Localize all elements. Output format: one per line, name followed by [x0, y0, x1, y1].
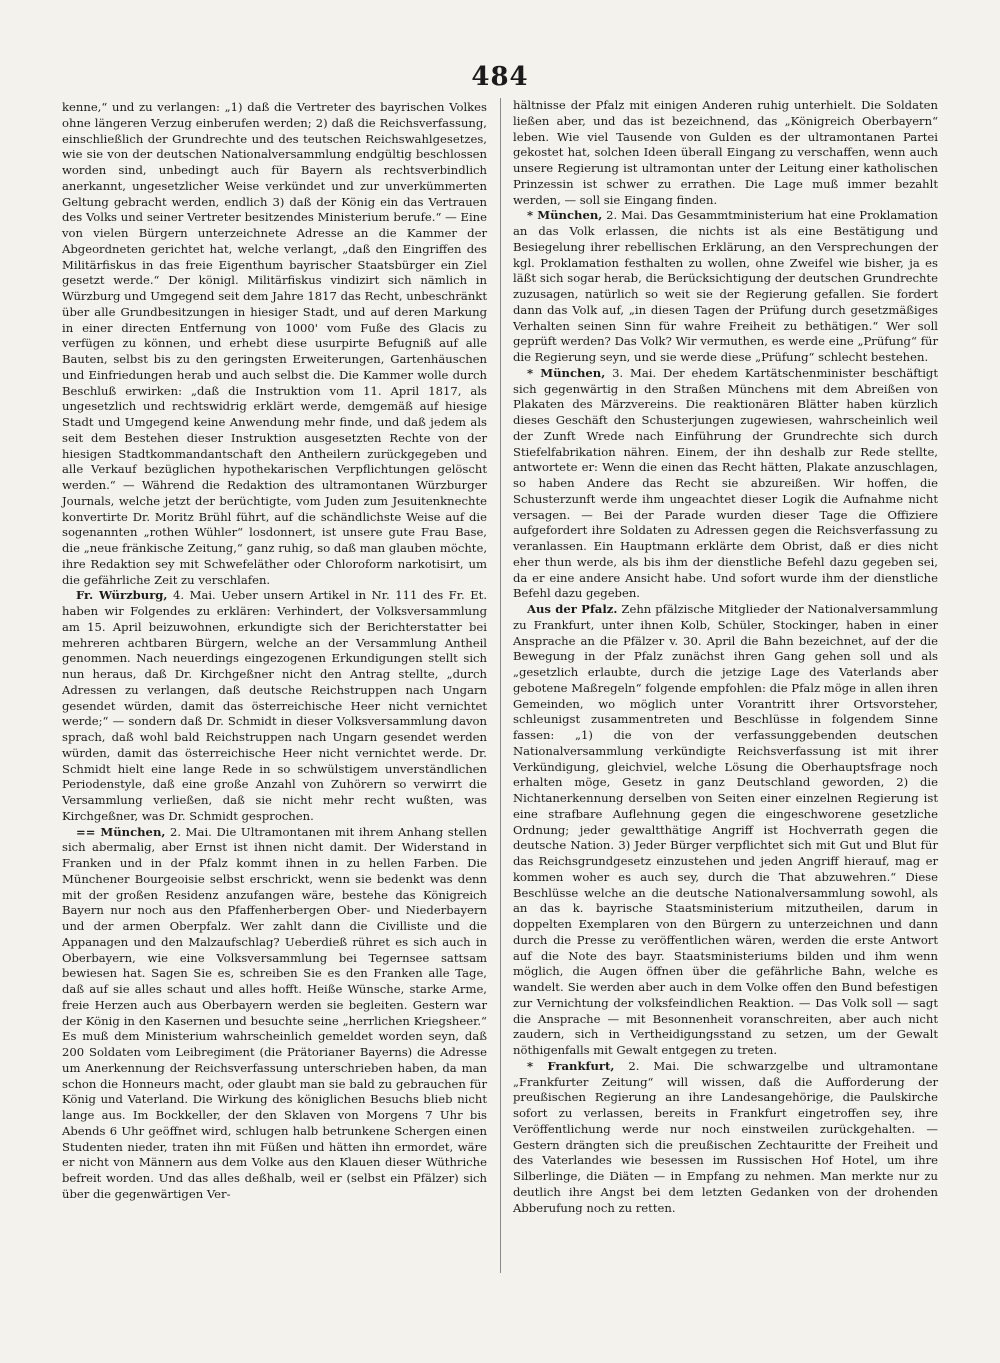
dateline: Fr. Würzburg,	[76, 588, 168, 603]
paragraph-text: hältnisse der Pfalz mit einigen Anderen ruhig unterhielt. Die Soldaten ließen aber, und das ist bezeichnend, das „Königreich Oberbayern“ leben. Wie viel Tausende von Gulden es der ultramontanen Partei gekostet hat, solchen Ideen überall Eingang zu verschaffen, wenn auch unsere Regierung ist ultramontan unter der Leitung einer katholischen Prinzessin ist schwer zu errathen. Die Lage muß immer bezahlt werden, — soll sie Eingang finden.	[513, 98, 938, 207]
paragraph-text: Zehn pfälzische Mitglieder der Nationalversammlung zu Frankfurt, unter ihnen Kolb, Schüler, Stockinger, haben in einer Ansprache an die Pfälzer v. 30. April die Bahn bezeichnet, auf der die Bewegung in der Pfalz zunächst ihren Gang gehen soll und als „gesetzlich erlaubte, durch die jetzige Lage des Vaterlands aber gebotene Maßregeln“ folgende empfohlen: die Pfalz möge in allen ihren Gemeinden, wo möglich unter Vorantritt ihrer Ortsvorsteher, schleunigst zusammentreten und Beschlüsse in folgendem Sinne fassen: „1) die von der verfassunggebenden deutschen Nationalversammlung verkündigte Reichsverfassung ist mit ihrer Verkündigung, gleichviel, welche Lösung die Oberhauptsfrage noch erhalten möge, Gesetz in ganz Deutschland geworden, 2) die Nichtanerkennung derselben von Seiten einer einzelnen Regierung ist eine strafbare Auflehnung gegen die eingeschworene gesetzliche Ordnung; jeder gewaltthätige Angriff ist Hochverrath gegen die deutsche Nation. 3) Jeder Bürger verpflichtet sich mit Gut und Blut für das Reichsgrundgesetz einzustehen und jeden Angriff hierauf, mag er kommen woher es auch sey, durch die That abzuwehren.“ Diese Beschlüsse welche an die deutsche Nationalversammlung sowohl, als an das k. bayrische Staatsministerium mitzutheilen, darum in doppelten Exemplaren von den Bürgern zu unterzeichnen und dann durch die Presse zu veröffentlichen wären, werden die erste Antwort auf die Note des bayr. Staatsministeriums bilden und ihm wenn möglich, die Augen öffnen über die gefährliche Bahn, welche es wandelt. Sie werden aber auch in dem Volke offen den Bund befestigen zur Vernichtung der volksfeindlichen Reaktion. — Das Volk soll — sagt die Ansprache — mit Besonnenheit voranschreiten, aber auch nicht zaudern, sich in Vertheidigungsstand zu setzen, um der Gewalt nöthigenfalls mit Gewalt entgegen zu treten.	[513, 602, 939, 1057]
paragraph-text: 4. Mai. Ueber unsern Artikel in Nr. 111 des Fr. Et. haben wir Folgendes zu erklären: Verhindert, der Volksversammlung am 15. April beizuwohnen, erkundigte sich der Berichterstatter bei mehreren achtbaren Bürgern, welche an der Versammlung Antheil genommen. Nach neuerdings eingezogenen Erkundigungen stellt sich nun heraus, daß Dr. Kirchgeßner nicht den Antrag stellte, „durch Adressen zu verlangen, daß deutsche Reichstruppen nach Ungarn gesendet würden, damit das österreichische Heer nicht vernichtet werde;“ — sondern daß Dr. Schmidt in dieser Volksversammlung davon sprach, daß wohl bald Reichstruppen nach Ungarn gesendet werden würden, damit das österreichische Heer nicht vernichtet werde. Dr. Schmidt hielt eine lange Rede in so schwülstigem unverständlichen Periodenstyle, daß eine große Anzahl von Zuhörern so verwirrt die Versammlung verließen, daß sie nicht mehr recht wußten, was Kirchgeßner, was Dr. Schmidt gesprochen.	[62, 588, 487, 823]
article-paragraph	[513, 602, 938, 1059]
paragraph-text: 2. Mai. Die Ultramontanen mit ihrem Anhang stellen sich abermalig, aber Ernst ist ihnen nicht damit. Der Widerstand in Franken und in der Pfalz kommt ihnen in zu hellen Farben. Die Münchener Bourgeoisie selbst erschrickt, wenn sie bedenkt was denn mit der großen Residenz anzufangen wäre, bestehe das Königreich Bayern nur noch aus den Pfaffenherbergen Ober- und Niederbayern und der armen Oberpfalz. Wer zahlt dann die Civilliste und die Appanagen und den Malzaufschlag? Ueberdieß rühret es sich auch in Oberbayern, wie eine Volksversammlung bei Tegernsee sattsam bewiesen hat. Sagen Sie es, schreiben Sie es den Franken alle Tage, daß auf sie alles schaut und alles hofft. Heiße Wünsche, starke Arme, freie Herzen auch aus Oberbayern werden sie begleiten. Gestern war der König in den Kasernen und besuchte seine „herrlichen Kriegsheer.“ Es muß dem Ministerium wahrscheinlich gemeldet worden seyn, daß 200 Soldaten vom Leibregiment (die Prätorianer Bayerns) die Adresse um Anerkennung der Reichsverfassung unterschrieben haben, da man schon die Honneurs macht, oder glaubt man sie bald zu gebrauchen für König und Vaterland. Die Wirkung des königlichen Besuchs blieb nicht lange aus. Im Bockkeller, der den Sklaven von Morgens 7 Uhr bis Abends 6 Uhr geöffnet wird, schlugen halb betrunkene Schergen einen Studenten nieder, traten ihn mit Füßen und hätten ihn ermordet, wäre er nicht von Männern aus dem Volke aus den Klauen dieser Wüthriche befreit worden. Und das alles deßhalb, weil er (selbst ein Pfälzer) sich über die gegenwärtigen Ver-	[62, 824, 487, 1201]
column-divider	[500, 98, 501, 1273]
article-paragraph	[62, 100, 487, 588]
dateline: == München,	[76, 824, 166, 839]
dateline: * Frankfurt,	[527, 1058, 615, 1073]
article-paragraph	[62, 825, 487, 1203]
paragraph-text: 3. Mai. Der ehedem Kartätschenminister beschäftigt sich gegenwärtig in den Straßen Münchens mit dem Abreißen von Plakaten des Märzvereins. Die reaktionären Blätter haben kürzlich dieses Geschäft den Schusterjungen zugewiesen, wahrscheinlich weil der Zunft Wrede nach Einführung der Grundrechte sich durch Stiefelfabrikation nähren. Einem, der ihn deshalb zur Rede stellte, antwortete er: Wenn die einen das Recht hätten, Plakate anzuschlagen, so haben Andere das Recht sie abzureißen. Wir hoffen, die Schusterzunft werde ihm ungeachtet dieser Logik die Aufnahme nicht versagen. — Bei der Parade wurden dieser Tage die Offiziere aufgefordert ihre Soldaten zu Adressen gegen die Reichsverfassung zu veranlassen. Ein Hauptmann erklärte dem Obrist, daß er dies nicht eher thun werde, als bis ihm der dienstliche Befehl dazu gegeben sei, da er eine andere Ansicht habe. Und sofort wurde ihm der dienstliche Befehl dazu gegeben.	[513, 365, 939, 601]
paragraph-text: kenne,“ und zu verlangen: „1) daß die Vertreter des bayrischen Volkes ohne längeren Verzug einberufen werden; 2) daß die Reichsverfassung, einschließlich der Grundrechte und des teutschen Reichswahlgesetzes, wie sie von der deutschen Nationalversammlung endgültig beschlossen worden sind, unbedingt auch für Bayern als rechtsverbindlich anerkannt, ungesetzlicher Weise verkündet und zur unverkümmerten Geltung gebracht werden, endlich 3) daß der König ein das Vertrauen des Volks und seiner Vertreter besitzendes Ministerium berufe.“ — Eine von vielen Bürgern unterzeichnete Adresse an die Kammer der Abgeordneten gerichtet hat, welche verlangt, „daß den Eingriffen des Militärfiskus in das freie Eigenthum bayrischer Staatsbürger ein Ziel gesetzt werde.“ Der königl. Militärfiskus vindizirt sich nämlich in Würzburg und Umgegend seit dem Jahre 1817 das Recht, unbeschränkt über alle Grundbesitzungen in hiesiger Stadt, und auf deren Markung in einer directen Entfernung von 1000' vom Fuße des Glacis zu verfügen zu können, und erhebt diese usurpirte Befugniß auf alle Bauten, selbst bis zu den geringsten Erweiterungen, Gartenhäuschen und Einfriedungen herab und auch selbst die. Die Kammer wolle durch Beschluß erwirken: „daß die Instruktion vom 11. April 1817, als ungesetzlich und rechtswidrig erklärt werde, demgemäß auf hiesige Stadt und Umgegend keine Anwendung mehr finde, und daß jedem als seit dem Bestehen dieser Instruktion ausgesetzten Rechte von der hiesigen Stadtkommandantschaft den Antheilern zurückgegeben und alle Verkauf bezüglichen hypothekarischen Verpflichtungen gelöscht werden.“ — Während die Redaktion des ultramontanen Würzburger Journals, welche jetzt der berüchtigte, vom Juden zum Jesuitenknechte konvertirte Dr. Moritz Brühl führt, auf die schändlichste Weise auf die sogenannten „rothen Wühler“ losdonnert, ist unsere gute Frau Base, die „neue fränkische Zeitung,“ ganz ruhig, so daß man glauben möchte, ihre Redaktion sey mit Schwefeläther oder Chloroform narkotisirt, um die gefährliche Zeit zu verschlafen.	[62, 100, 487, 587]
dateline: Aus der Pfalz.	[527, 602, 618, 616]
dateline: * München,	[527, 365, 606, 380]
dateline: * München,	[527, 208, 603, 223]
article-paragraph	[513, 1059, 938, 1217]
paragraph-text: 2. Mai. Das Gesammtministerium hat eine Proklamation an das Volk erlassen, die nichts ist als eine Bestätigung und Besiegelung ihrer rebellischen Erklärung, an den Versprechungen der kgl. Proklamation festhalten zu wollen, ohne Zweifel wie bisher, ja es läßt sich sogar herab, die Berücksichtigung der deutschen Grundrechte zuzusagen, natürlich so weit sie der Regierung gefallen. Sie fordert dann das Volk auf, „in diesen Tagen der Prüfung durch gesetzmäßiges Verhalten seinen Sinn für wahre Freiheit zu bethätigen.“ Wer soll geprüft werden? Das Volk? Wir vermuthen, es werde eine „Prüfung“ für die Regierung seyn, und sie werde diese „Prüfung“ schlecht bestehen.	[513, 208, 938, 364]
paragraph-text: 2. Mai. Die schwarzgelbe und ultramontane „Frankfurter Zeitung“ will wissen, daß die Aufforderung der preußischen Regierung an ihre Landesangehörige, die Paulskirche sofort zu verlassen, bereits in Frankfurt eingetroffen sey, ihre Veröffentlichung werde nur noch einstweilen zurückgehalten. — Gestern drängten sich die preußischen Zechtauritte der Freiheit und des Vaterlandes wie besessen im Russischen Hof Hotel, um ihre Silberlinge, die Diäten — in Empfang zu nehmen. Man merkte nur zu deutlich ihre Angst bei dem letzten Gedanken von der drohenden Abberufung noch zu retten.	[513, 1058, 939, 1215]
article-paragraph	[513, 208, 938, 366]
right-column	[513, 98, 938, 1216]
article-paragraph	[513, 98, 938, 208]
article-paragraph	[513, 366, 938, 602]
left-column	[62, 100, 487, 1203]
article-paragraph	[62, 588, 487, 824]
page-number: 484	[471, 62, 529, 92]
